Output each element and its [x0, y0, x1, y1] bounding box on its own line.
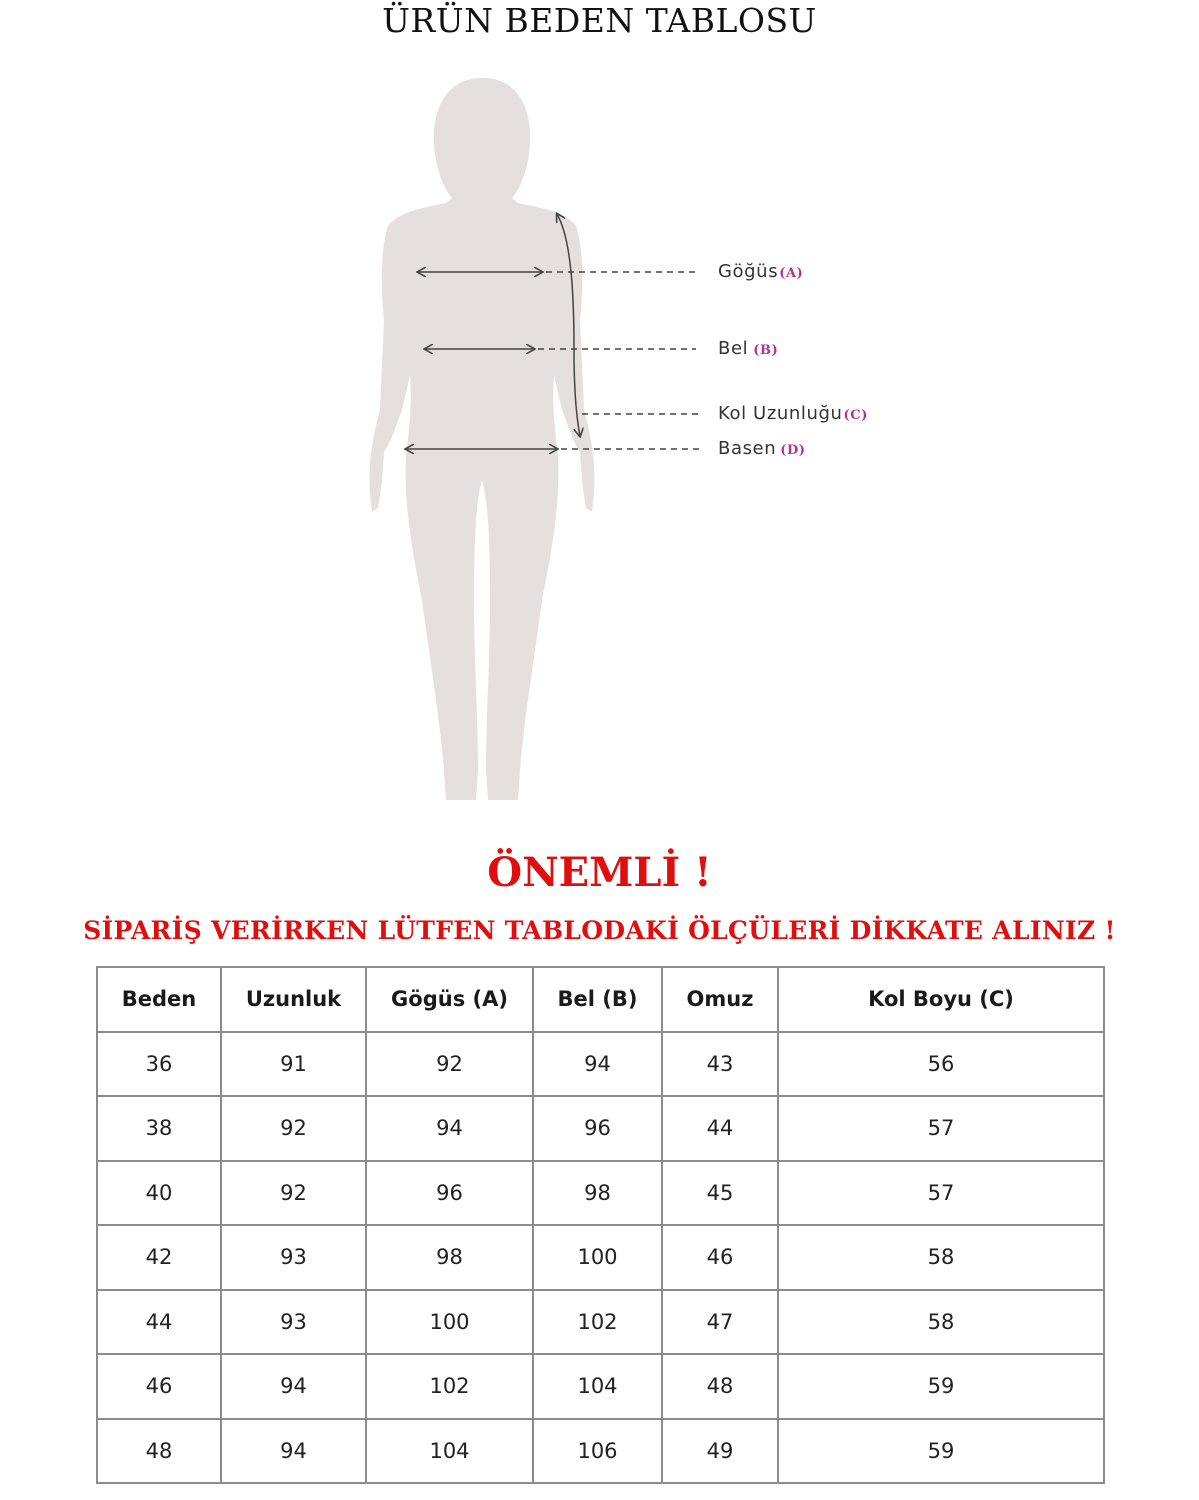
table-cell: 100: [366, 1290, 533, 1355]
table-cell: 94: [366, 1096, 533, 1161]
table-row: [97, 1290, 1104, 1355]
sleeve-length-label-letter: (C): [843, 408, 868, 423]
table-cell: 93: [221, 1290, 366, 1355]
sleeve-length-label-text: Kol Uzunluğu: [718, 403, 843, 424]
important-heading: ÖNEMLİ !: [487, 849, 712, 896]
table-cell: 106: [533, 1419, 662, 1484]
hip-label-text: Basen: [718, 438, 777, 459]
table-row: [97, 1032, 1104, 1097]
size-chart-table: [96, 966, 1105, 1484]
table-cell: 92: [366, 1032, 533, 1097]
table-cell: 59: [778, 1419, 1104, 1484]
sleeve-length-label: [718, 403, 868, 427]
table-cell: 38: [97, 1096, 221, 1161]
table-cell: 91: [221, 1032, 366, 1097]
table-cell: 92: [221, 1096, 366, 1161]
order-notice: SİPARİŞ VERİRKEN LÜTFEN TABLODAKİ ÖLÇÜLERİ DİKKATE ALINIZ !: [83, 916, 1116, 945]
table-cell: 100: [533, 1225, 662, 1290]
table-cell: 57: [778, 1161, 1104, 1226]
table-header-row: [97, 967, 1104, 1032]
table-row: [97, 1161, 1104, 1226]
header-waist: Bel (B): [533, 967, 662, 1032]
woman-silhouette: [370, 78, 595, 800]
header-sleeve: Kol Boyu (C): [778, 967, 1104, 1032]
table-cell: 58: [778, 1290, 1104, 1355]
table-row: [97, 1225, 1104, 1290]
table-cell: 58: [778, 1225, 1104, 1290]
chest-label-text: Göğüs: [718, 261, 779, 282]
page-title: ÜRÜN BEDEN TABLOSU: [382, 1, 817, 40]
waist-label-text: Bel: [718, 338, 749, 359]
table-cell: 104: [533, 1354, 662, 1419]
header-size: Beden: [97, 967, 221, 1032]
table-cell: 47: [662, 1290, 778, 1355]
table-cell: 40: [97, 1161, 221, 1226]
header-shoulder: Omuz: [662, 967, 778, 1032]
table-cell: 45: [662, 1161, 778, 1226]
table-cell: 96: [366, 1161, 533, 1226]
table-cell: 102: [533, 1290, 662, 1355]
table-cell: 59: [778, 1354, 1104, 1419]
table-cell: 93: [221, 1225, 366, 1290]
chest-label-letter: (A): [779, 266, 804, 281]
table-cell: 46: [662, 1225, 778, 1290]
table-cell: 94: [221, 1419, 366, 1484]
table-cell: 48: [662, 1354, 778, 1419]
hip-label-letter: (D): [780, 443, 806, 458]
table-cell: 94: [533, 1032, 662, 1097]
header-length: Uzunluk: [221, 967, 366, 1032]
table-cell: 44: [662, 1096, 778, 1161]
table-cell: 104: [366, 1419, 533, 1484]
table-cell: 98: [366, 1225, 533, 1290]
table-cell: 49: [662, 1419, 778, 1484]
table-cell: 43: [662, 1032, 778, 1097]
table-cell: 102: [366, 1354, 533, 1419]
table-cell: 94: [221, 1354, 366, 1419]
table-cell: 48: [97, 1419, 221, 1484]
table-cell: 56: [778, 1032, 1104, 1097]
table-cell: 98: [533, 1161, 662, 1226]
waist-label-letter: (B): [753, 343, 779, 358]
table-row: [97, 1354, 1104, 1419]
table-cell: 42: [97, 1225, 221, 1290]
chest-label: [718, 261, 803, 285]
table-row: [97, 1419, 1104, 1484]
header-chest: Gögüs (A): [366, 967, 533, 1032]
waist-label: [718, 338, 778, 362]
table-row: [97, 1096, 1104, 1161]
hip-label: [718, 438, 806, 462]
table-cell: 92: [221, 1161, 366, 1226]
table-cell: 46: [97, 1354, 221, 1419]
table-cell: 57: [778, 1096, 1104, 1161]
body-measurement-figure: [0, 60, 1199, 820]
table-cell: 36: [97, 1032, 221, 1097]
table-cell: 44: [97, 1290, 221, 1355]
table-cell: 96: [533, 1096, 662, 1161]
